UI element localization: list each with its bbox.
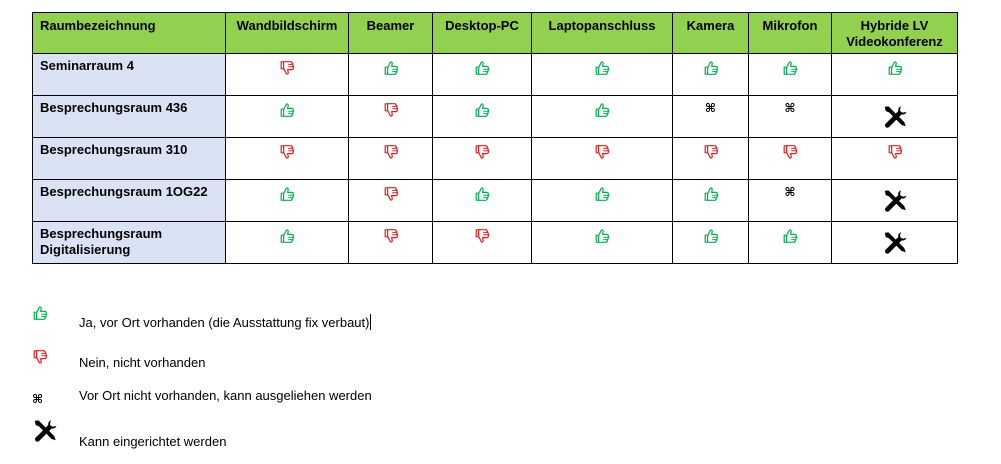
header-row <box>33 13 958 54</box>
status-cell <box>349 54 433 96</box>
status-cell <box>673 180 749 222</box>
thumbs-down-icon <box>474 144 490 160</box>
thumbs-up-icon <box>887 60 903 76</box>
thumbs-down-icon <box>594 144 610 160</box>
status-cell <box>832 54 958 96</box>
header-raumbezeichnung: Raumbezeichnung <box>33 13 226 54</box>
legend-text: Vor Ort nicht vorhanden, kann ausgeliehen werden <box>79 388 372 403</box>
status-cell <box>532 138 673 180</box>
table-row <box>33 96 958 138</box>
status-cell <box>673 138 749 180</box>
thumbs-up-icon <box>782 228 798 244</box>
command-icon: ⌘ <box>32 392 44 406</box>
room-name: Besprechungsraum 310 <box>33 138 226 180</box>
thumbs-up-icon <box>474 60 490 76</box>
status-cell <box>433 222 532 264</box>
status-cell <box>832 138 958 180</box>
legend-text: Nein, nicht vorhanden <box>79 355 206 370</box>
status-cell <box>349 96 433 138</box>
thumbs-up-icon <box>782 60 798 76</box>
status-cell <box>226 96 349 138</box>
command-icon: ⌘ <box>784 185 796 199</box>
command-icon: ⌘ <box>784 101 796 115</box>
thumbs-up-icon <box>594 60 610 76</box>
status-cell <box>226 138 349 180</box>
status-cell <box>673 222 749 264</box>
status-cell <box>532 96 673 138</box>
room-name: Besprechungsraum 1OG22 <box>33 180 226 222</box>
thumbs-down-icon <box>383 186 399 202</box>
table-row <box>33 54 958 96</box>
status-cell <box>226 222 349 264</box>
legend-text: Kann eingerichtet werden <box>79 434 227 449</box>
thumbs-up-icon <box>474 186 490 202</box>
tools-icon <box>32 418 58 444</box>
status-cell <box>832 96 958 138</box>
room-name: Besprechungsraum 436 <box>33 96 226 138</box>
thumbs-down-icon <box>782 144 798 160</box>
status-cell <box>749 138 832 180</box>
thumbs-up-icon <box>279 228 295 244</box>
thumbs-up-icon <box>279 102 295 118</box>
thumbs-up-icon <box>594 102 610 118</box>
legend-symbol <box>32 387 43 406</box>
status-cell <box>532 222 673 264</box>
header-hybride-lv <box>832 13 958 54</box>
thumbs-down-icon <box>383 144 399 160</box>
status-cell <box>433 54 532 96</box>
status-cell <box>749 222 832 264</box>
header-laptopanschluss: Laptopanschluss <box>532 13 673 54</box>
status-cell <box>749 180 832 222</box>
legend-symbol <box>32 349 48 370</box>
status-cell <box>226 180 349 222</box>
status-cell <box>433 96 532 138</box>
legend-text: Ja, vor Ort vorhanden (die Ausstattung fix verbaut) <box>79 315 370 330</box>
table-row <box>33 180 958 222</box>
room-name <box>33 222 226 264</box>
room-name: Seminarraum 4 <box>33 54 226 96</box>
thumbs-up-icon <box>383 60 399 76</box>
header-hybride-lv-line2: Videokonferenz <box>846 34 943 49</box>
tools-icon <box>882 230 908 256</box>
legend-symbol <box>32 418 58 449</box>
status-cell <box>749 96 832 138</box>
legend-symbol <box>32 305 48 326</box>
status-cell <box>349 222 433 264</box>
status-cell <box>433 180 532 222</box>
thumbs-down-icon <box>32 349 48 365</box>
header-desktop-pc: Desktop-PC <box>433 13 532 54</box>
status-cell <box>832 222 958 264</box>
thumbs-up-icon <box>474 102 490 118</box>
status-cell <box>832 180 958 222</box>
thumbs-up-icon <box>279 186 295 202</box>
header-kamera: Kamera <box>673 13 749 54</box>
thumbs-down-icon <box>703 144 719 160</box>
header-mikrofon: Mikrofon <box>749 13 832 54</box>
thumbs-up-icon <box>594 228 610 244</box>
thumbs-up-icon <box>703 228 719 244</box>
thumbs-down-icon <box>887 144 903 160</box>
thumbs-up-icon <box>594 186 610 202</box>
status-cell <box>673 96 749 138</box>
status-cell <box>532 180 673 222</box>
thumbs-up-icon <box>703 60 719 76</box>
tools-icon <box>882 188 908 214</box>
status-cell <box>532 54 673 96</box>
status-cell <box>433 138 532 180</box>
thumbs-down-icon <box>383 102 399 118</box>
status-cell <box>226 54 349 96</box>
thumbs-up-icon <box>703 186 719 202</box>
table-row <box>33 222 958 264</box>
status-cell <box>749 54 832 96</box>
thumbs-down-icon <box>474 228 490 244</box>
room-name-line1: Besprechungsraum <box>40 226 163 241</box>
tools-icon <box>882 104 908 130</box>
header-hybride-lv-line1: Hybride LV <box>860 18 929 33</box>
thumbs-down-icon <box>279 60 295 76</box>
equipment-table <box>32 12 958 264</box>
status-cell <box>349 138 433 180</box>
status-cell <box>673 54 749 96</box>
table-row <box>33 138 958 180</box>
status-cell <box>349 180 433 222</box>
room-name-line2: Digitalisierung <box>40 242 131 257</box>
header-beamer: Beamer <box>349 13 433 54</box>
thumbs-down-icon <box>383 228 399 244</box>
text-cursor <box>370 314 371 330</box>
thumbs-up-icon <box>32 305 48 321</box>
thumbs-down-icon <box>279 144 295 160</box>
command-icon: ⌘ <box>704 101 717 115</box>
header-wandbildschirm: Wandbildschirm <box>226 13 349 54</box>
